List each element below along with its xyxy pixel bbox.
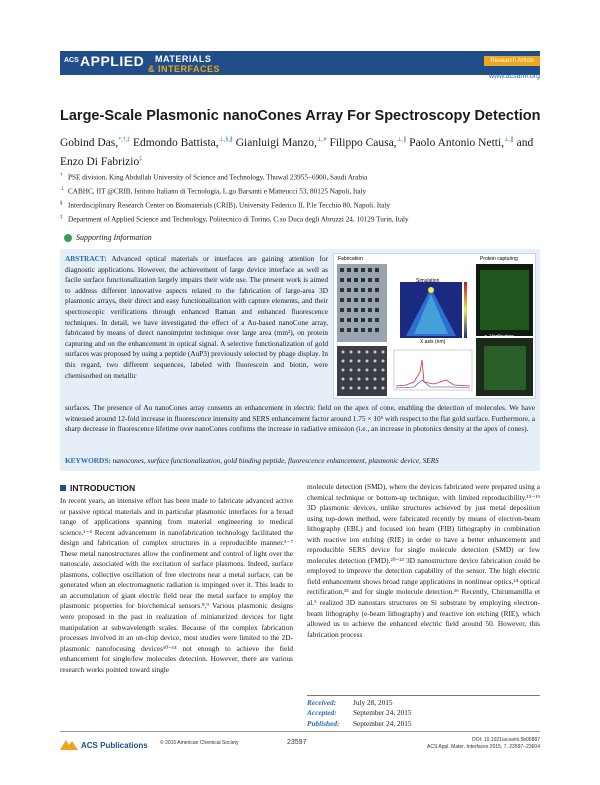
fluorescence-image [480, 270, 529, 330]
affiliation-item: † PSE division, King Abdullah University of Science and Technology, Thuwal 23955−6900, Saudi Arabia [60, 173, 368, 182]
affiliation-item: ‡ Department of Applied Science and Technology, Politecnico di Torino, C.so Duca degli Abruzzi 24, 10129 Turin, Italy [60, 214, 409, 224]
author-marks: ⊥,∥ [504, 137, 514, 143]
keywords-label: KEYWORDS: [65, 456, 111, 465]
author-name[interactable]: Gianluigi Manzo, [235, 136, 317, 149]
acs-logo-icon [60, 738, 78, 752]
author-marks: ⊥,∥ [396, 137, 407, 143]
abstract-label: ABSTRACT: [65, 254, 107, 263]
author-marks: *,†,‡ [118, 137, 131, 143]
abstract-text-continued: surfaces. The presence of Au nanoCones array consents an enhancement in electric field on the apex of cone, enabling the detection of molecules. We have witnessed around 12-fold increase in fluorescence intensity and SERS enhancement factor around 1.75 × 10⁵ with respect to the flat gold surface. Furthermore, a sharp decrease in fluorescence lifetime over nanoCones confirms the increase in radiative emission (i.e., an increase in photonics density at the apex of cones). [65, 403, 535, 434]
author-list [60, 132, 540, 170]
date-row: Received: July 28, 2015 [307, 698, 393, 707]
author-name[interactable]: and Enzo Di Fabrizio [60, 136, 534, 168]
section-square-icon [60, 485, 66, 491]
toc-label-fabrication: Fabrication [338, 256, 363, 262]
supporting-info-link[interactable] [64, 233, 152, 242]
section-title: INTRODUCTION [70, 483, 136, 493]
abstract-text [65, 254, 328, 381]
page-number: 23597 [287, 739, 307, 746]
author-name[interactable]: Filippo Causa, [329, 136, 397, 149]
author-marks: ⊥,# [316, 137, 327, 143]
toc-label-protein: Protein capturing [480, 256, 518, 262]
author-marks: ‡ [139, 155, 143, 162]
hotspot [428, 287, 434, 293]
body-column-right: molecule detection (SMD), where the devices fabricated were prepared using a chemical technique or bottom-up technique, with limited reproducibility.¹⁵⁻¹⁹ 3D plasmonic devices, unlike structures achieved by just metal deposition using top-down method, were fabricated recently by means of electron-beam lithography (EBL) and focused ion beam (FIB) lithography in combination with reactive ion etching (RIE) in order to have a better enhancement and reproducible SERS device for single molecule detection (SMD) or few molecules detection (FMD).²⁰⁻²³ 3D nanostructure device fabrication could be employed to improve the detection capability of the sensor. The high electric field enhancement shows broad range applications in nonlinear optics,²⁴ optical rectification,²⁵ and for single molecule detection.²⁶ Recently, Chirumamilla et al.⁵ realized 3D nanostars structures on Si substrate by employing electron-beam lithography (e-beam lithography) and reactive ion etching (RIE), which allowed us to achieve the enhanced electric field around 50. However, this fabrication process [307, 482, 540, 639]
publisher-name: ACS Publications [81, 740, 148, 750]
author-name[interactable]: Paolo Antonio Netti, [409, 136, 505, 149]
verification-image [484, 346, 526, 390]
body-column-left: In recent years, an intensive effort has been made to fabricate advanced active or passive optical materials and in particular plasmonic interfaces for a broad range of applications spanning from material engineering to medical science.¹⁻⁴ Recent advancement in nanofabrication technology facilitated the design and fabrication of complex structures in a reproducible manner.⁵⁻⁷ These metal nanostructures allow the confinement and control of light over the nanoscale, associated with the excitation of surface plasmons. Indeed, surface plasmons, collective oscillation of free electrons near a metal surface, can be generated when an electromagnetic radiation is impinged over it. This leads to an accumulation of giant electric field near the metal surface to employ the plasmonic properties for bio/chemical sensors.⁸,⁹ Various plasmonic designs were proposed in the past in realization of miniaturized devices for light manipulation at subwavelength scales. Because of the complex fabrication processes involved in an on-chip device, most studies were limited to the 2D-plasmonic nanofocusing devices¹⁰⁻¹⁴ not enough to achieve the field enhancement for single/few molecules detection. However, there are various research works pointed toward single [60, 496, 293, 674]
copyright: © 2015 American Chemical Society [160, 740, 239, 746]
logo-acs: ACS [64, 57, 79, 64]
author-name[interactable]: Gobind Das, [60, 136, 119, 149]
abstract-part-1: Advanced optical materials or interfaces are gaining attention for diagnostic applications. However, the achievement of large device interface as well as facile surface functionalization largely impairs their wide use. The present work is aimed to address different innovative aspects related to the fabrication of large-area 3D plasmonic arrays, their direct and easy functionalization with capture elements, and their spectroscopic verifications through enhanced Raman and enhanced fluorescence techniques. In detail, we have investigated the effect of a Au-based nanoCone array, fabricated by means of direct nanoimprint technique over large area (mm²), on protein capturing and on the enhancement in optical signal. A selective functionalization of gold surfaces was proposed by using a peptide (AuP3) previously selected by phage display. In this regard, two different sequences, labeled with fluorescein and biotin, were chemisorbed on metallic [65, 254, 329, 380]
paper-title: Large-Scale Plasmonic nanoCones Array For Spectroscopy Detection [60, 108, 541, 124]
logo-applied: APPLIED [80, 53, 145, 69]
keywords-list: nanocones, surface functionalization, gold binding peptide, fluorescence enhancement, plasmonic device, SERS [112, 456, 439, 465]
logo-interfaces: & INTERFACES [148, 64, 221, 74]
toc-figure [334, 254, 537, 400]
sem-image [337, 346, 387, 396]
affiliation-item: ⊥ CABHC, IIT @CRIB, Istituto Italiano di Tecnologia, L.go Barsanti e Matteucci 53, 80125 Napoli, Italy [60, 186, 367, 196]
article-type-badge: Research Article [484, 56, 540, 66]
toc-label-verification: ➤ Verification [484, 334, 515, 340]
doi-block [427, 737, 540, 751]
publisher-logo[interactable] [60, 738, 148, 752]
logo-materials: MATERIALS [155, 54, 212, 64]
author-name[interactable]: Edmondo Battista, [133, 136, 219, 149]
date-row: Published: September 24, 2015 [307, 718, 412, 728]
keywords [65, 456, 535, 465]
section-heading [60, 483, 135, 493]
supporting-info-label: Supporting Information [76, 233, 152, 242]
supporting-info-icon [64, 234, 72, 242]
doi-link[interactable]: DOI: 10.1021/acsami.5b06887 [472, 737, 540, 743]
date-row: Accepted: September 24, 2015 [307, 708, 412, 718]
footer-divider [60, 731, 540, 732]
colorbar [464, 282, 467, 338]
author-marks: ⊥,§,∥ [218, 137, 233, 143]
toc-graphic [333, 253, 536, 399]
toc-label-simulation: Simulation [416, 278, 440, 284]
publication-dates [307, 695, 540, 729]
toc-label-axis: X axis (nm) [420, 339, 446, 345]
citation: ACS Appl. Mater. Interfaces 2015, 7, 23597−23604 [427, 744, 540, 750]
journal-url-link[interactable]: www.acsami.org [489, 73, 540, 80]
affiliations [60, 170, 540, 226]
affiliation-item: § Interdisciplinary Research Center on Biomaterials (CRIB), University Federico II, P.le Tecchio 80, Napoli, Italy [60, 200, 390, 210]
